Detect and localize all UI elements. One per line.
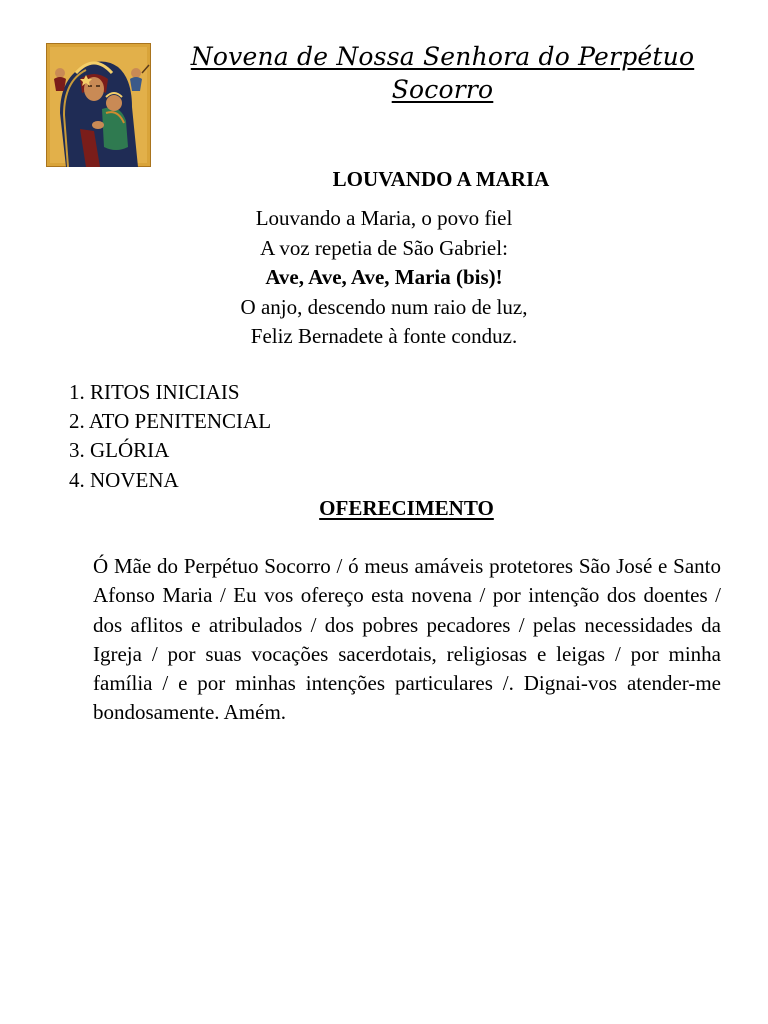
our-lady-of-perpetual-help-icon: [46, 43, 151, 167]
hymn-heading: LOUVANDO A MARIA: [332, 167, 550, 191]
document-title: Novena de Nossa Senhora do Perpétuo Socorro: [190, 42, 695, 104]
offering-heading: OFERECIMENTO: [319, 496, 494, 520]
hymn-line: Louvando a Maria, o povo fiel: [255, 206, 513, 230]
hymn-line: O anjo, descendo num raio de luz,: [240, 294, 528, 319]
list-item: 4. NOVENA: [69, 467, 179, 492]
list-item: 2. ATO PENITENCIAL: [69, 409, 272, 434]
hymn-refrain: Ave, Ave, Ave, Maria (bis)!: [265, 265, 503, 289]
hymn-line: A voz repetia de São Gabriel:: [260, 235, 508, 260]
list-item: 3. GLÓRIA: [69, 438, 170, 463]
order-of-service-list: [69, 378, 271, 495]
list-item: 1. RITOS INICIAIS: [69, 380, 240, 404]
offering-prayer-text: Ó Mãe do Perpétuo Socorro / ó meus amáveis protetores São José e Santo Afonso Maria / Eu vos ofereço esta novena / por intenção dos doentes / dos aflitos e atribulados / dos pobres pecadores / pelas necessidades da Igreja / por suas vocações sacerdotais, religiosas e leigas / por minha família / e por minhas intenções particulares /. Dignai-vos atender-me bondosamente. Amém.: [93, 554, 721, 725]
hymn-line: Feliz Bernadete à fonte conduz.: [250, 324, 518, 348]
hymn-verse: [0, 204, 768, 352]
